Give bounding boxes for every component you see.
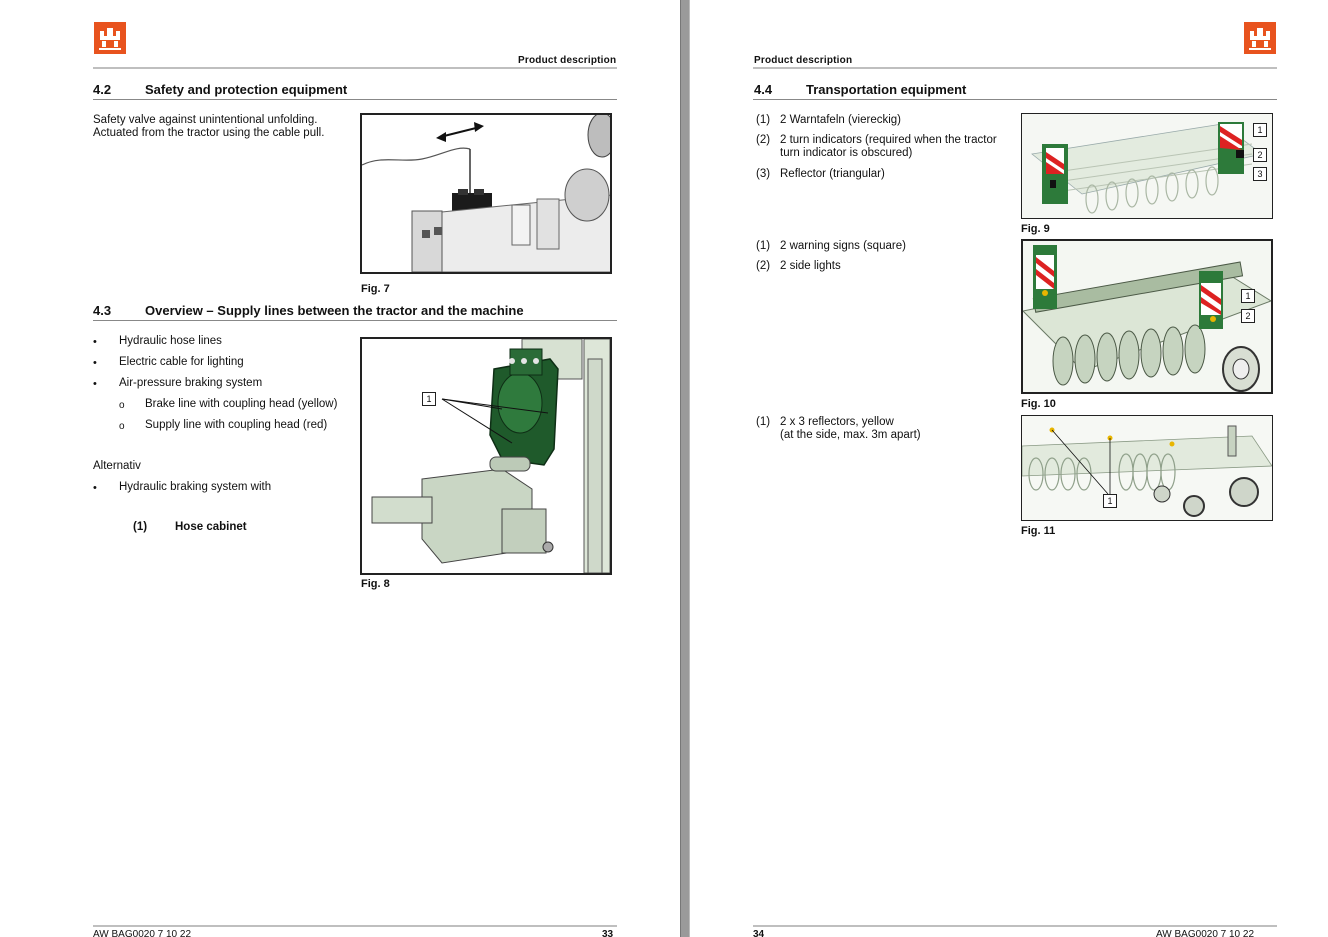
section-rule-4-3 (93, 320, 617, 321)
bullet-dot: • (93, 357, 97, 369)
footer-page-number: 33 (602, 929, 614, 937)
group1-item-3: Reflector (triangular) (780, 168, 885, 180)
group1-num-1: (1) (756, 114, 771, 126)
header-rule (93, 67, 617, 69)
fig-10-caption: Fig. 10 (1021, 398, 1056, 410)
section-title-4-3: Overview – Supply lines between the tractor and the machine (145, 303, 524, 318)
safety-text-line-2: Actuated from the tractor using the cable pull. (93, 127, 325, 139)
fig-11-caption: Fig. 11 (1021, 525, 1056, 537)
fig-8-callout-1: 1 (422, 392, 436, 406)
section-rule-4-4 (753, 99, 1277, 100)
figure-10-warning-signs (1021, 239, 1273, 394)
fig-10-callout-1: 1 (1241, 289, 1255, 303)
bullet-electric-cable: Electric cable for lighting (119, 356, 244, 368)
group2-item-2: 2 side lights (780, 260, 841, 272)
header-rule (753, 67, 1277, 69)
header-section-label: Product description (754, 55, 853, 66)
fig-9-callout-3: 3 (1253, 167, 1267, 181)
group1-item-2-line-2: turn indicator is obscured) (780, 147, 913, 159)
bullet-dot: • (93, 336, 97, 348)
group3-num-1: (1) (756, 416, 771, 428)
amazone-logo (94, 22, 126, 54)
fig-9-caption: Fig. 9 (1021, 223, 1050, 235)
figure-7-safety-valve (360, 113, 612, 274)
sub-bullet-supply-line: Supply line with coupling head (red) (145, 419, 328, 431)
section-number-4-2: 4.2 (93, 82, 112, 97)
right-page (690, 0, 1328, 937)
footer-page-number: 34 (753, 929, 765, 937)
bullet-air-pressure-braking: Air-pressure braking system (119, 377, 263, 389)
fig-10-callout-2: 2 (1241, 309, 1255, 323)
footer-rule (753, 925, 1277, 927)
group1-num-2: (2) (756, 134, 771, 146)
sub-bullet-marker: o (119, 421, 125, 432)
group2-num-1: (1) (756, 240, 771, 252)
safety-text-line-1: Safety valve against unintentional unfolding. (93, 114, 318, 126)
footer-rule (93, 925, 617, 927)
section-number-4-4: 4.4 (754, 82, 773, 97)
page-gutter (680, 0, 690, 937)
legend-hose-cabinet: Hose cabinet (175, 521, 247, 533)
figure-8-hose-cabinet (360, 337, 612, 575)
bullet-hydraulic-braking: Hydraulic braking system with (119, 481, 272, 493)
legend-number: (1) (133, 521, 148, 533)
section-rule-4-2 (93, 99, 617, 100)
section-title-4-2: Safety and protection equipment (145, 82, 348, 97)
group1-item-1: 2 Warntafeln (viereckig) (780, 114, 902, 126)
figure-9-warning-boards (1021, 113, 1273, 219)
bullet-dot: • (93, 482, 97, 494)
fig-8-caption: Fig. 8 (361, 578, 390, 590)
sub-bullet-marker: o (119, 400, 125, 411)
section-title-4-4: Transportation equipment (806, 82, 967, 97)
figure-11-side-reflectors (1021, 415, 1273, 521)
footer-doc-id: AW BAG0020 7 10 22 (1156, 929, 1255, 937)
fig-9-callout-2: 2 (1253, 148, 1267, 162)
fig-7-caption: Fig. 7 (361, 283, 390, 295)
group1-num-3: (3) (756, 168, 771, 180)
header-section-label: Product description (518, 55, 617, 66)
sub-bullet-brake-line: Brake line with coupling head (yellow) (145, 398, 338, 410)
group2-num-2: (2) (756, 260, 771, 272)
fig-9-callout-1: 1 (1253, 123, 1267, 137)
bullet-hydraulic-hose-lines: Hydraulic hose lines (119, 335, 222, 347)
group3-item-line-2: (at the side, max. 3m apart) (780, 429, 921, 441)
fig-11-callout-1: 1 (1103, 494, 1117, 508)
group1-item-2-line-1: 2 turn indicators (required when the tractor (780, 134, 997, 146)
amazone-logo (1244, 22, 1276, 54)
group3-item-line-1: 2 x 3 reflectors, yellow (780, 416, 894, 428)
footer-doc-id: AW BAG0020 7 10 22 (93, 929, 192, 937)
section-number-4-3: 4.3 (93, 303, 112, 318)
group2-item-1: 2 warning signs (square) (780, 240, 906, 252)
bullet-dot: • (93, 378, 97, 390)
alternativ-label: Alternativ (93, 460, 141, 472)
